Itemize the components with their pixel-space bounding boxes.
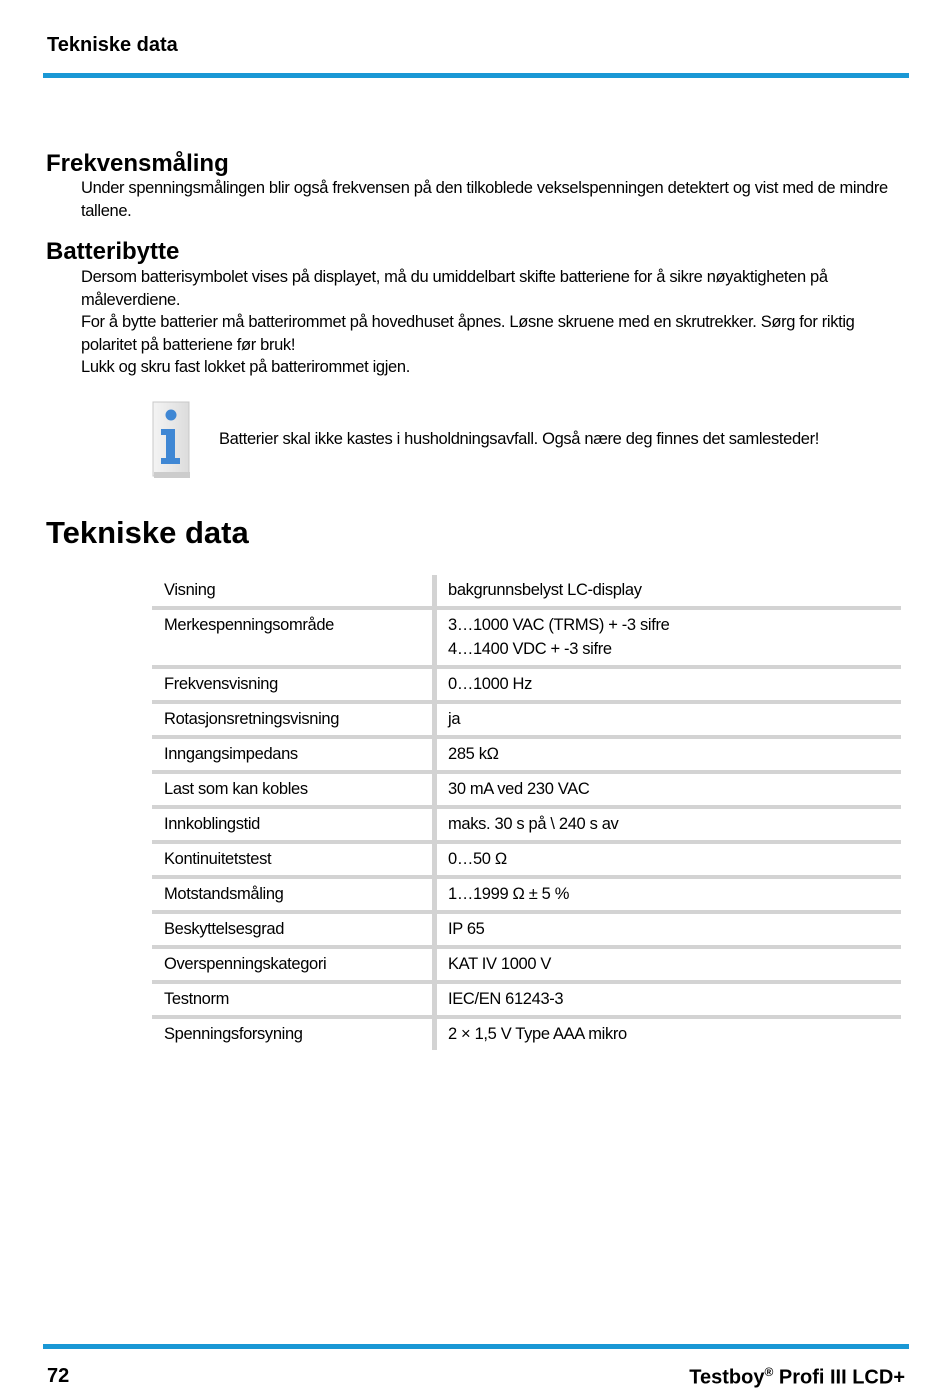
spec-label: Testnorm <box>152 982 435 1017</box>
table-row <box>152 737 901 772</box>
header-rule <box>43 73 909 78</box>
model-name: Profi III LCD+ <box>773 1366 905 1389</box>
table-row <box>152 947 901 982</box>
info-icon <box>150 400 192 480</box>
footer-rule <box>43 1344 909 1349</box>
spec-value: 0…1000 Hz <box>435 667 902 702</box>
spec-value: ja <box>435 702 902 737</box>
batteri-paragraph-1: Dersom batterisymbolet vises på displayet, må du umiddelbart skifte batteriene for å sikre nøyaktigheten på måleverdiene. <box>81 268 828 309</box>
table-row <box>152 667 901 702</box>
brand-name: Testboy <box>689 1366 765 1389</box>
spec-label: Overspenningskategori <box>152 947 435 982</box>
spec-label: Beskyttelsesgrad <box>152 912 435 947</box>
table-row <box>152 1017 901 1050</box>
table-row <box>152 982 901 1017</box>
spec-value: 30 mA ved 230 VAC <box>435 772 902 807</box>
spec-label: Kontinuitetstest <box>152 842 435 877</box>
spec-label: Innkoblingstid <box>152 807 435 842</box>
running-header: Tekniske data <box>47 34 178 56</box>
page-number: 72 <box>47 1365 70 1387</box>
batteri-paragraph-2: For å bytte batterier må batterirommet på hovedhuset åpnes. Løsne skruene med en skrutrekker. Sørg for riktig polaritet på batteriene før bruk! <box>81 313 855 354</box>
batteri-paragraph-3: Lukk og skru fast lokket på batterirommet igjen. <box>81 358 410 376</box>
spec-label: Last som kan kobles <box>152 772 435 807</box>
spec-value-cell <box>435 608 902 667</box>
table-row <box>152 842 901 877</box>
spec-value: bakgrunnsbelyst LC-display <box>435 575 902 608</box>
spec-value: IEC/EN 61243-3 <box>435 982 902 1017</box>
spec-label: Spenningsforsyning <box>152 1017 435 1050</box>
table-row <box>152 702 901 737</box>
spec-value: 285 kΩ <box>435 737 902 772</box>
footer-product-name <box>689 1365 905 1390</box>
spec-label: Visning <box>152 575 435 608</box>
page-title: Tekniske data <box>46 515 249 550</box>
registered-mark: ® <box>764 1365 774 1379</box>
table-row <box>152 575 901 608</box>
table-row <box>152 807 901 842</box>
table-row <box>152 912 901 947</box>
section-heading-batteri: Batteribytte <box>46 238 180 265</box>
spec-value: maks. 30 s på \ 240 s av <box>435 807 902 842</box>
spec-value: IP 65 <box>435 912 902 947</box>
spec-value-line2: 4…1400 VDC + -3 sifre <box>448 640 612 658</box>
spec-value: KAT IV 1000 V <box>435 947 902 982</box>
spec-label: Inngangsimpedans <box>152 737 435 772</box>
spec-value: 2 × 1,5 V Type AAA mikro <box>448 1025 627 1043</box>
specs-table <box>152 575 901 1050</box>
table-row <box>152 608 901 667</box>
spec-label: Merkespenningsområde <box>152 608 435 667</box>
spec-label: Motstandsmåling <box>152 877 435 912</box>
spec-label: Frekvensvisning <box>152 667 435 702</box>
table-row <box>152 877 901 912</box>
frekvens-paragraph: Under spenningsmålingen blir også frekvensen på den tilkoblede vekselspenningen detektert og vist med de mindre tallene. <box>81 179 888 220</box>
spec-value: 1…1999 Ω ± 5 % <box>435 877 902 912</box>
spec-value: 3…1000 VAC (TRMS) + -3 sifre <box>448 616 670 634</box>
spec-value: 0…50 Ω <box>435 842 902 877</box>
note-text: Batterier skal ikke kastes i husholdningsavfall. Også nære deg finnes det samlesteder! <box>219 430 819 448</box>
spec-label: Rotasjonsretningsvisning <box>152 702 435 737</box>
section-heading-frekvens: Frekvensmåling <box>46 150 229 177</box>
table-row <box>152 772 901 807</box>
